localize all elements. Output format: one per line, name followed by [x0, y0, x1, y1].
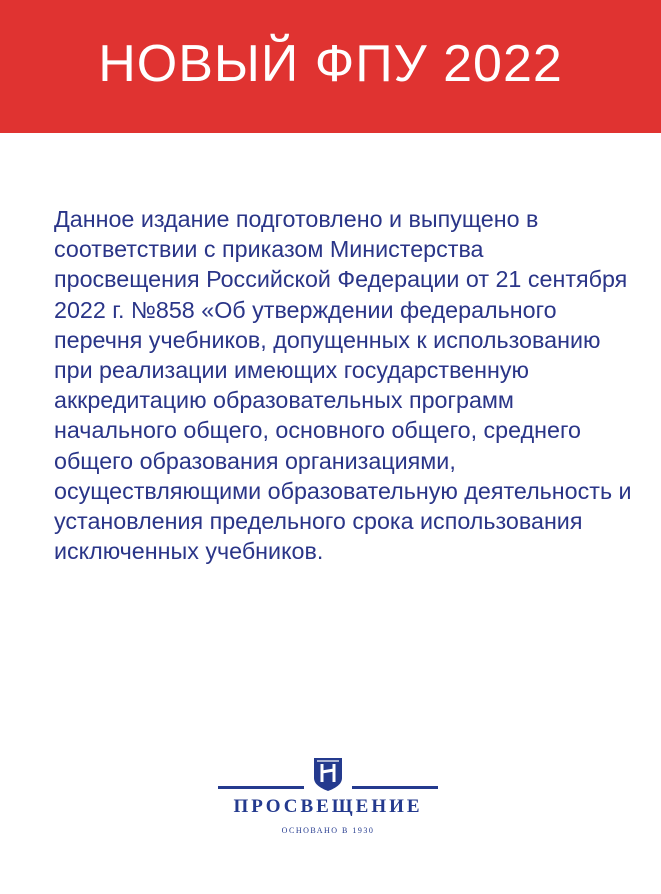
banner-title: НОВЫЙ ФПУ 2022: [98, 34, 563, 93]
publisher-logo: [218, 756, 438, 846]
legal-notice-text: Данное издание подготовлено и выпущено в соответствии с приказом Министерства просвещения Российской Федерации от 21 сентября 2022 г. №858 «Об утверждении федерального перечня учебников, допущенных к использованию при реализации имеющих государственную аккредитацию образовательных программ начального общего, основного общего, среднего общего образования организациями, осуществляющими образовательную деятельность и установления предельного срока использования исключенных учебников.: [54, 206, 632, 565]
publisher-name: ПРОСВЕЩЕНИЕ: [233, 796, 423, 817]
publisher-founded: ОСНОВАНО В 1930: [281, 826, 375, 835]
header-banner: [0, 0, 661, 133]
logo-rule-left: [218, 786, 304, 789]
prosveshchenie-shield-icon: [312, 756, 344, 792]
logo-rule-right: [352, 786, 438, 789]
